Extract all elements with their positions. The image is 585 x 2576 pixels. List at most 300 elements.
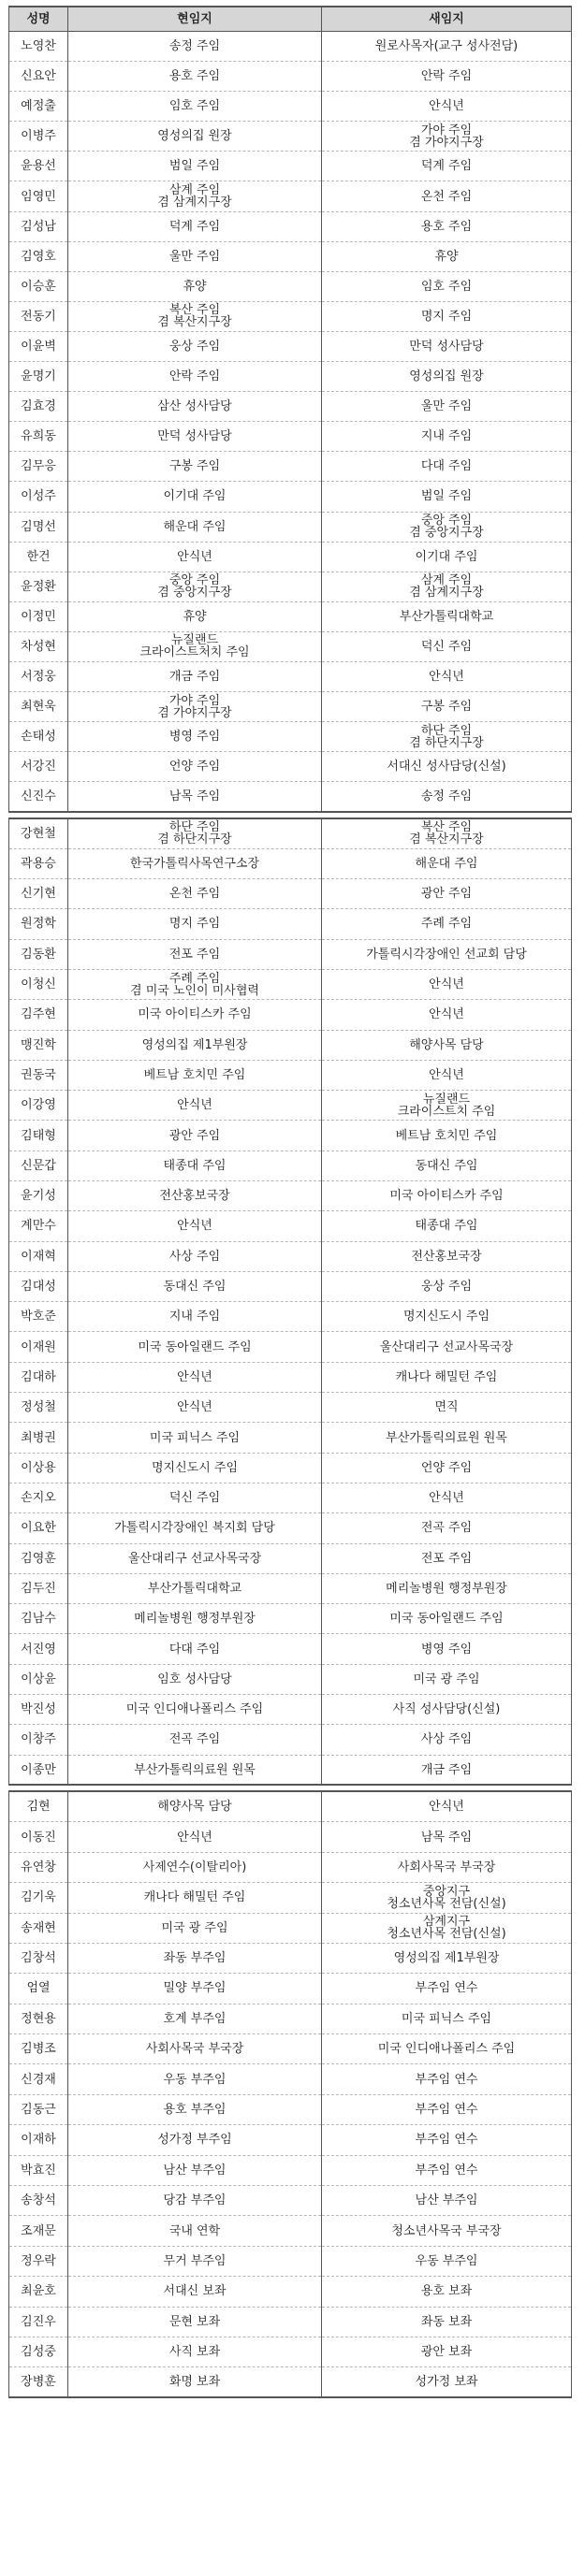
new-post: 면직 <box>322 1393 572 1423</box>
new-post: 울만 주임 <box>322 392 572 422</box>
table-row <box>9 542 572 572</box>
table-row <box>9 2246 572 2276</box>
current-post: 만덕 성사담당 <box>68 422 322 452</box>
new-post: 삼계지구 청소년사목 전담(신설) <box>322 1913 572 1943</box>
table-row <box>9 1543 572 1573</box>
new-post: 태종대 주임 <box>322 1211 572 1241</box>
new-post: 광안 보좌 <box>322 2337 572 2366</box>
appointment-table-section <box>8 1790 572 2398</box>
new-post: 임호 주임 <box>322 271 572 301</box>
priest-name: 신문갑 <box>9 1151 68 1180</box>
new-post: 가야 주임 겸 가야지구장 <box>322 122 572 152</box>
table-row <box>9 2277 572 2307</box>
current-post: 메리놀병원 행정부원장 <box>68 1604 322 1634</box>
new-post: 베트남 호치민 주임 <box>322 1121 572 1151</box>
table-row <box>9 722 572 752</box>
current-post: 화명 보좌 <box>68 2367 322 2397</box>
table-row <box>9 2125 572 2155</box>
priest-name: 서강진 <box>9 752 68 782</box>
table-row <box>9 879 572 909</box>
new-post: 남산 부주임 <box>322 2186 572 2216</box>
current-post: 이기대 주임 <box>68 482 322 512</box>
table-row <box>9 1000 572 1030</box>
current-post: 복산 주임 겸 복산지구장 <box>68 301 322 331</box>
priest-name: 김태형 <box>9 1121 68 1151</box>
table-row <box>9 1121 572 1151</box>
priest-name: 박호준 <box>9 1302 68 1332</box>
current-post: 남산 부주임 <box>68 2155 322 2185</box>
priest-name: 최병권 <box>9 1423 68 1453</box>
new-post: 명지 주임 <box>322 301 572 331</box>
priest-name: 송창석 <box>9 2186 68 2216</box>
new-post: 송정 주임 <box>322 782 572 812</box>
new-post: 휴양 <box>322 241 572 271</box>
priest-name: 이재혁 <box>9 1241 68 1271</box>
table-row <box>9 601 572 631</box>
priest-name: 김성남 <box>9 211 68 241</box>
new-post: 부산가톨릭대학교 <box>322 601 572 631</box>
current-post: 미국 피닉스 주임 <box>68 1423 322 1453</box>
table-row <box>9 1271 572 1301</box>
priest-name: 서진영 <box>9 1634 68 1664</box>
current-post: 밀양 부주임 <box>68 1974 322 2004</box>
table-row <box>9 2186 572 2216</box>
current-post: 부산가톨릭대학교 <box>68 1573 322 1603</box>
table-row <box>9 512 572 542</box>
table-row <box>9 1211 572 1241</box>
table-row <box>9 1604 572 1634</box>
priest-name: 신기현 <box>9 879 68 909</box>
new-post: 해양사목 담당 <box>322 1030 572 1060</box>
table-row <box>9 331 572 361</box>
new-post: 개금 주임 <box>322 1755 572 1785</box>
current-post: 하단 주임 겸 하단지구장 <box>68 818 322 848</box>
priest-name: 이재원 <box>9 1332 68 1362</box>
new-post: 만덕 성사담당 <box>322 331 572 361</box>
priest-name: 조재문 <box>9 2216 68 2246</box>
priest-name: 최윤호 <box>9 2277 68 2307</box>
current-post: 영성의집 원장 <box>68 122 322 152</box>
table-row <box>9 1151 572 1180</box>
new-post: 남목 주임 <box>322 1822 572 1852</box>
new-post: 안식년 <box>322 1000 572 1030</box>
current-post: 한국가톨릭사목연구소장 <box>68 848 322 878</box>
table-row <box>9 1695 572 1725</box>
new-post: 울산대리구 선교사목국장 <box>322 1332 572 1362</box>
new-post: 다대 주임 <box>322 452 572 482</box>
new-post: 영성의집 제1부원장 <box>322 1943 572 1973</box>
table-row <box>9 422 572 452</box>
current-post: 울산대리구 선교사목국장 <box>68 1543 322 1573</box>
table-row <box>9 211 572 241</box>
priest-name: 이동진 <box>9 1822 68 1852</box>
new-post: 미국 광 주임 <box>322 1664 572 1694</box>
new-post: 삼계 주임 겸 삼계지구장 <box>322 572 572 601</box>
table-row <box>9 661 572 691</box>
table-row <box>9 362 572 392</box>
priest-name: 이종만 <box>9 1755 68 1785</box>
priest-name: 이강영 <box>9 1091 68 1121</box>
new-post: 광안 주임 <box>322 879 572 909</box>
new-post: 해운대 주임 <box>322 848 572 878</box>
new-post: 전산홍보국장 <box>322 1241 572 1271</box>
new-post: 부주임 연수 <box>322 2155 572 2185</box>
table-row <box>9 848 572 878</box>
priest-name: 박효진 <box>9 2155 68 2185</box>
table-row <box>9 1332 572 1362</box>
new-post: 좌동 보좌 <box>322 2307 572 2337</box>
priest-name: 엄열 <box>9 1974 68 2004</box>
new-post: 명지신도시 주임 <box>322 1302 572 1332</box>
table-row <box>9 1943 572 1973</box>
new-post: 안락 주임 <box>322 62 572 92</box>
table-row <box>9 152 572 181</box>
priest-name: 김남수 <box>9 1604 68 1634</box>
new-post: 미국 피닉스 주임 <box>322 2004 572 2033</box>
priest-name: 유연창 <box>9 1852 68 1882</box>
current-post: 구봉 주임 <box>68 452 322 482</box>
table-row <box>9 482 572 512</box>
new-post: 사직 성사담당(신설) <box>322 1695 572 1725</box>
new-post: 원로사목자(교구 성사전담) <box>322 32 572 62</box>
priest-name: 윤용선 <box>9 152 68 181</box>
current-post: 임호 성사담당 <box>68 1664 322 1694</box>
current-post: 미국 동아일랜드 주임 <box>68 1332 322 1362</box>
current-post: 영성의집 제1부원장 <box>68 1030 322 1060</box>
priest-name: 신요안 <box>9 62 68 92</box>
table-row <box>9 1181 572 1211</box>
table-row <box>9 1362 572 1392</box>
current-post: 범일 주임 <box>68 152 322 181</box>
priest-name: 유희동 <box>9 422 68 452</box>
current-post: 캐나다 해밀턴 주임 <box>68 1883 322 1913</box>
new-post: 주례 주임 <box>322 909 572 939</box>
current-post: 안식년 <box>68 1393 322 1423</box>
priest-name: 원정학 <box>9 909 68 939</box>
current-post: 지내 주임 <box>68 1302 322 1332</box>
priest-name: 이성주 <box>9 482 68 512</box>
priest-name: 최현욱 <box>9 692 68 722</box>
new-post: 안식년 <box>322 92 572 122</box>
current-post: 미국 인디애나폴리스 주임 <box>68 1695 322 1725</box>
priest-name: 이승훈 <box>9 271 68 301</box>
table-row <box>9 909 572 939</box>
table-row <box>9 1634 572 1664</box>
priest-name: 김영호 <box>9 241 68 271</box>
current-post: 명지 주임 <box>68 909 322 939</box>
table-row <box>9 2034 572 2064</box>
table-row <box>9 1302 572 1332</box>
new-post: 안식년 <box>322 969 572 999</box>
table-row <box>9 2337 572 2366</box>
current-post: 미국 아이티스카 주임 <box>68 1000 322 1030</box>
current-post: 휴양 <box>68 601 322 631</box>
current-post: 울만 주임 <box>68 241 322 271</box>
priest-name: 손지오 <box>9 1483 68 1512</box>
new-post: 사상 주임 <box>322 1725 572 1755</box>
current-post: 해운대 주임 <box>68 512 322 542</box>
priest-name: 김현 <box>9 1791 68 1821</box>
priest-name: 김대성 <box>9 1271 68 1301</box>
current-post: 개금 주임 <box>68 661 322 691</box>
table-row <box>9 1393 572 1423</box>
priest-name: 권동국 <box>9 1060 68 1090</box>
new-post: 온천 주임 <box>322 181 572 211</box>
current-post: 안락 주임 <box>68 362 322 392</box>
priest-name: 김성중 <box>9 2337 68 2366</box>
priest-name: 곽용승 <box>9 848 68 878</box>
current-post: 송정 주임 <box>68 32 322 62</box>
current-post: 동대신 주임 <box>68 1271 322 1301</box>
new-post: 웅상 주임 <box>322 1271 572 1301</box>
table-row <box>9 1060 572 1090</box>
header-name: 성명 <box>9 7 68 32</box>
table-row <box>9 939 572 969</box>
new-post: 동대신 주임 <box>322 1151 572 1180</box>
current-post: 가톨릭시각장애인 복지회 담당 <box>68 1513 322 1543</box>
header-current: 현임지 <box>68 7 322 32</box>
appointment-table-section <box>8 818 572 1787</box>
current-post: 전산홍보국장 <box>68 1181 322 1211</box>
priest-name: 계만수 <box>9 1211 68 1241</box>
table-row <box>9 32 572 62</box>
table-row <box>9 1091 572 1121</box>
priest-name: 윤정환 <box>9 572 68 601</box>
priest-name: 임영민 <box>9 181 68 211</box>
table-row <box>9 752 572 782</box>
current-post: 서대신 보좌 <box>68 2277 322 2307</box>
priest-name: 맹진학 <box>9 1030 68 1060</box>
table-row <box>9 122 572 152</box>
table-row <box>9 969 572 999</box>
priest-name: 김주현 <box>9 1000 68 1030</box>
priest-name: 신진수 <box>9 782 68 812</box>
new-post: 미국 동아일랜드 주임 <box>322 1604 572 1634</box>
priest-name: 차성현 <box>9 631 68 661</box>
priest-name: 신경재 <box>9 2064 68 2094</box>
priest-name: 김영훈 <box>9 1543 68 1573</box>
priest-name: 강현철 <box>9 818 68 848</box>
current-post: 해양사목 담당 <box>68 1791 322 1821</box>
new-post: 중앙지구 청소년사목 전담(신설) <box>322 1883 572 1913</box>
table-row <box>9 1453 572 1483</box>
current-post: 안식년 <box>68 542 322 572</box>
priest-name: 김동환 <box>9 939 68 969</box>
new-post: 용호 보좌 <box>322 2277 572 2307</box>
current-post: 안식년 <box>68 1822 322 1852</box>
current-post: 용호 주임 <box>68 62 322 92</box>
priest-name: 이상윤 <box>9 1664 68 1694</box>
current-post: 삼계 주임 겸 삼계지구장 <box>68 181 322 211</box>
table-row <box>9 392 572 422</box>
new-post: 부주임 연수 <box>322 2094 572 2124</box>
table-row <box>9 572 572 601</box>
table-row <box>9 1822 572 1852</box>
current-post: 부산가톨릭의료원 원목 <box>68 1755 322 1785</box>
current-post: 국내 연학 <box>68 2216 322 2246</box>
table-row <box>9 692 572 722</box>
header-new: 새임지 <box>322 7 572 32</box>
priest-name: 김대하 <box>9 1362 68 1392</box>
new-post: 청소년사목국 부국장 <box>322 2216 572 2246</box>
current-post: 온천 주임 <box>68 879 322 909</box>
priest-name: 김동근 <box>9 2094 68 2124</box>
new-post: 메리놀병원 행정부원장 <box>322 1573 572 1603</box>
table-row <box>9 1513 572 1543</box>
priest-name: 박진성 <box>9 1695 68 1725</box>
current-post: 전포 주임 <box>68 939 322 969</box>
priest-name: 송재현 <box>9 1913 68 1943</box>
priest-name: 김효경 <box>9 392 68 422</box>
table-row <box>9 1755 572 1785</box>
table-row <box>9 2307 572 2337</box>
priest-name: 손태성 <box>9 722 68 752</box>
table-row <box>9 181 572 211</box>
table-row <box>9 92 572 122</box>
current-post: 광안 주임 <box>68 1121 322 1151</box>
table-row <box>9 1483 572 1512</box>
current-post: 덕신 주임 <box>68 1483 322 1512</box>
current-post: 안식년 <box>68 1091 322 1121</box>
current-post: 용호 부주임 <box>68 2094 322 2124</box>
current-post: 덕계 주임 <box>68 211 322 241</box>
table-row <box>9 1664 572 1694</box>
current-post: 명지신도시 주임 <box>68 1453 322 1483</box>
new-post: 안식년 <box>322 661 572 691</box>
new-post: 전곡 주임 <box>322 1513 572 1543</box>
new-post: 덕계 주임 <box>322 152 572 181</box>
current-post: 호계 부주임 <box>68 2004 322 2033</box>
priest-name: 이상용 <box>9 1453 68 1483</box>
current-post: 중앙 주임 겸 중앙지구장 <box>68 572 322 601</box>
new-post: 중앙 주임 겸 중앙지구장 <box>322 512 572 542</box>
current-post: 휴양 <box>68 271 322 301</box>
new-post: 부주임 연수 <box>322 1974 572 2004</box>
priest-name: 노영찬 <box>9 32 68 62</box>
priest-name: 이청신 <box>9 969 68 999</box>
table-row <box>9 631 572 661</box>
new-post: 지내 주임 <box>322 422 572 452</box>
table-row <box>9 452 572 482</box>
priest-name: 이윤벽 <box>9 331 68 361</box>
appointment-table-section <box>8 6 572 813</box>
priest-name: 이요한 <box>9 1513 68 1543</box>
new-post: 영성의집 원장 <box>322 362 572 392</box>
current-post: 주례 주임 겸 미국 노인이 미사협력 <box>68 969 322 999</box>
priest-name: 이창주 <box>9 1725 68 1755</box>
priest-name: 정성철 <box>9 1393 68 1423</box>
new-post: 안식년 <box>322 1483 572 1512</box>
new-post: 우동 부주임 <box>322 2246 572 2276</box>
new-post: 미국 아이티스카 주임 <box>322 1181 572 1211</box>
current-post: 삼산 성사담당 <box>68 392 322 422</box>
new-post: 성가정 보좌 <box>322 2367 572 2397</box>
new-post: 하단 주임 겸 하단지구장 <box>322 722 572 752</box>
current-post: 다대 주임 <box>68 1634 322 1664</box>
new-post: 병영 주임 <box>322 1634 572 1664</box>
current-post: 웅상 주임 <box>68 331 322 361</box>
new-post: 전포 주임 <box>322 1543 572 1573</box>
table-row <box>9 271 572 301</box>
priest-name: 전동기 <box>9 301 68 331</box>
current-post: 우동 부주임 <box>68 2064 322 2094</box>
priest-name: 이병주 <box>9 122 68 152</box>
new-post: 캐나다 해밀턴 주임 <box>322 1362 572 1392</box>
priest-name: 정우락 <box>9 2246 68 2276</box>
priest-name: 김명선 <box>9 512 68 542</box>
table-row <box>9 2004 572 2033</box>
current-post: 전곡 주임 <box>68 1725 322 1755</box>
appointment-list <box>8 6 572 2398</box>
new-post: 뉴질랜드 크라이스트치 주임 <box>322 1091 572 1121</box>
table-row <box>9 2216 572 2246</box>
table-row <box>9 1030 572 1060</box>
new-post: 구봉 주임 <box>322 692 572 722</box>
table-row <box>9 1791 572 1821</box>
current-post: 가야 주임 겸 가야지구장 <box>68 692 322 722</box>
table-row <box>9 1883 572 1913</box>
priest-name: 장병훈 <box>9 2367 68 2397</box>
new-post: 부주임 연수 <box>322 2064 572 2094</box>
new-post: 복산 주임 겸 복산지구장 <box>322 818 572 848</box>
priest-name: 김무응 <box>9 452 68 482</box>
priest-name: 김창석 <box>9 1943 68 1973</box>
table-row <box>9 818 572 848</box>
table-row <box>9 1725 572 1755</box>
current-post: 당감 부주임 <box>68 2186 322 2216</box>
current-post: 성가정 부주임 <box>68 2125 322 2155</box>
new-post: 언양 주임 <box>322 1453 572 1483</box>
priest-name: 김두진 <box>9 1573 68 1603</box>
current-post: 남목 주임 <box>68 782 322 812</box>
current-post: 안식년 <box>68 1211 322 1241</box>
table-row <box>9 2367 572 2397</box>
current-post: 언양 주임 <box>68 752 322 782</box>
current-post: 뉴질랜드 크라이스트처치 주임 <box>68 631 322 661</box>
header-row <box>9 7 572 32</box>
current-post: 문현 보좌 <box>68 2307 322 2337</box>
priest-name: 서정웅 <box>9 661 68 691</box>
new-post: 서대신 성사담당(신설) <box>322 752 572 782</box>
new-post: 미국 인디애나폴리스 주임 <box>322 2034 572 2064</box>
priest-name: 정현용 <box>9 2004 68 2033</box>
table-row <box>9 2155 572 2185</box>
table-row <box>9 782 572 812</box>
table-row <box>9 1573 572 1603</box>
current-post: 미국 광 주임 <box>68 1913 322 1943</box>
table-row <box>9 2094 572 2124</box>
new-post: 용호 주임 <box>322 211 572 241</box>
table-row <box>9 1974 572 2004</box>
new-post: 부주임 연수 <box>322 2125 572 2155</box>
priest-name: 이재하 <box>9 2125 68 2155</box>
new-post: 범일 주임 <box>322 482 572 512</box>
current-post: 무거 부주임 <box>68 2246 322 2276</box>
table-row <box>9 1852 572 1882</box>
new-post: 이기대 주임 <box>322 542 572 572</box>
new-post: 부산가톨릭의료원 원목 <box>322 1423 572 1453</box>
priest-name: 김병조 <box>9 2034 68 2064</box>
priest-name: 김진우 <box>9 2307 68 2337</box>
priest-name: 한건 <box>9 542 68 572</box>
new-post: 안식년 <box>322 1791 572 1821</box>
current-post: 좌동 부주임 <box>68 1943 322 1973</box>
priest-name: 윤명기 <box>9 362 68 392</box>
current-post: 베트남 호치민 주임 <box>68 1060 322 1090</box>
table-row <box>9 1913 572 1943</box>
current-post: 사제연수(이탈리아) <box>68 1852 322 1882</box>
current-post: 사직 보좌 <box>68 2337 322 2366</box>
